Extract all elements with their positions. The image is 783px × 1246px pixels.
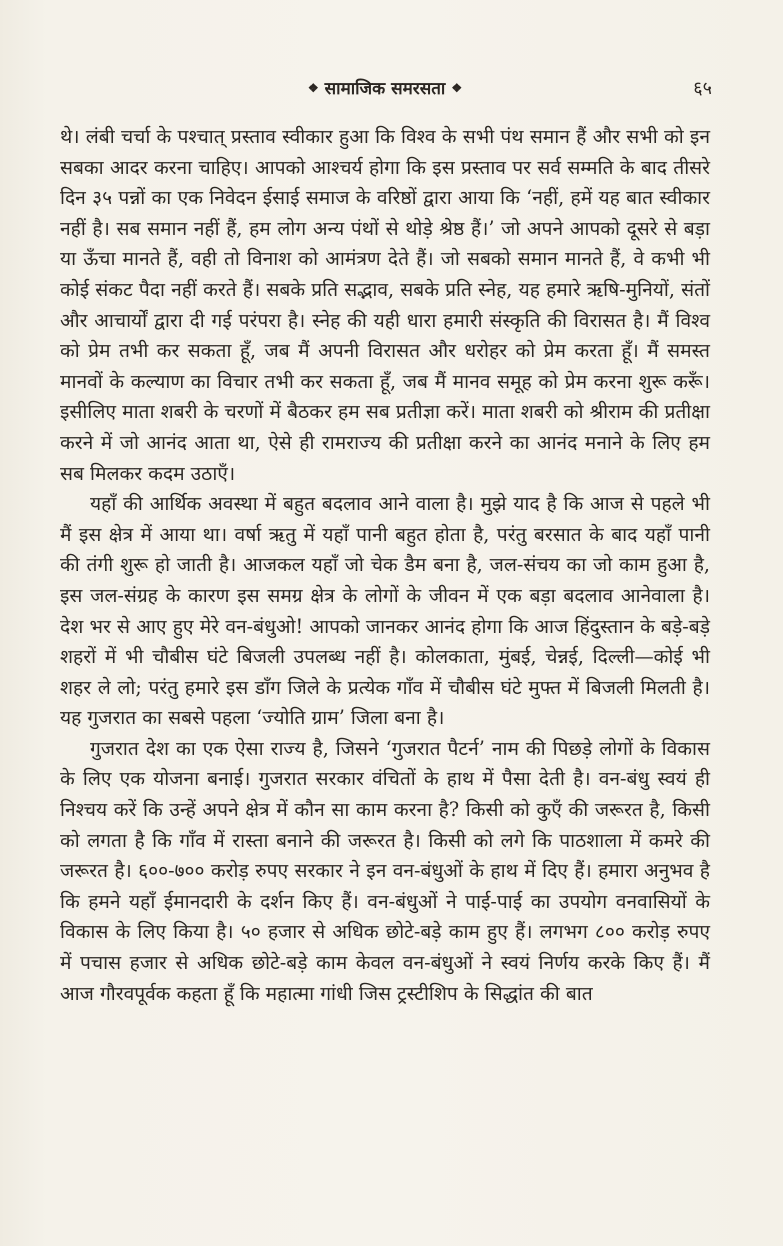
paragraph-3: गुजरात देश का एक ऐसा राज्य है, जिसने ‘गुजरात पैटर्न’ नाम की पिछड़े लोगों के विकास के लिए एक योजना बनाई। गुजरात सरकार वंचितों के हाथ में पैसा देती है। वन-बंधु स्वयं ही निश्चय करें कि उन्हें अपने क्षेत्र में कौन सा काम करना है? किसी को कुएँ की जरूरत है, किसी को लगता है कि गाँव में रास्ता बनाने की जरूरत है। किसी को लगे कि पाठशाला में कमरे की जरूरत है। ६००-७०० करोड़ रुपए सरकार ने इन वन-बंधुओं के हाथ में दिए हैं। हमारा अनुभव है कि हमने यहाँ ईमानदारी के दर्शन किए हैं। वन-बंधुओं ने पाई-पाई का उपयोग वनवासियों के विकास के लिए किया है। ५० हजार से अधिक छोटे-बड़े काम हुए हैं। लगभग ८०० करोड़ रुपए में पचास हजार से अधिक छोटे-बड़े काम केवल वन-बंधुओं ने स्वयं निर्णय करके किए हैं। मैं आज गौरवपूर्वक कहता हूँ कि महात्मा गांधी जिस ट्रस्टीशिप के सिद्धांत की बात [60, 736, 710, 1005]
paragraph-2: यहाँ की आर्थिक अवस्था में बहुत बदलाव आने वाला है। मुझे याद है कि आज से पहले भी मैं इस क्षेत्र में आया था। वर्षा ऋतु में यहाँ पानी बहुत होता है, परंतु बरसात के बाद यहाँ पानी की तंगी शुरू हो जाती है। आजकल यहाँ जो चेक डैम बना है, जल-संचय का जो काम हुआ है, इस जल-संग्रह के कारण इस समग्र क्षेत्र के लोगों के जीवन में एक बड़ा बदलाव आनेवाला है। देश भर से आए हुए मेरे वन-बंधुओ! आपको जानकर आनंद होगा कि आज हिंदुस्तान के बड़े-बड़े शहरों में भी चौबीस घंटे बिजली उपलब्ध नहीं है। कोलकाता, मुंबई, चेन्नई, दिल्ली—कोई भी शहर ले लो; परंतु हमारे इस डाँग जिले के प्रत्येक गाँव में चौबीस घंटे मुफ्त में बिजली मिलती है। यह गुजरात का सबसे पहला ‘ज्योति ग्राम’ जिला बना है। [60, 492, 710, 730]
running-header [60, 66, 710, 106]
chapter-title: सामाजिक समरसता [324, 79, 446, 99]
page-number: ६५ [693, 78, 712, 99]
paragraph-1: थे। लंबी चर्चा के पश्चात् प्रस्ताव स्वीकार हुआ कि विश्व के सभी पंथ समान हैं और सभी को इन सबका आदर करना चाहिए। आपको आश्चर्य होगा कि इस प्रस्ताव पर सर्व सम्मति के बाद तीसरे दिन ३५ पन्नों का एक निवेदन ईसाई समाज के वरिष्ठों द्वारा आया कि ‘नहीं, हमें यह बात स्वीकार नहीं है। सब समान नहीं हैं, हम लोग अन्य पंथों से थोड़े श्रेष्ठ हैं।’ जो अपने आपको दूसरे से बड़ा या ऊँचा मानते हैं, वही तो विनाश को आमंत्रण देते हैं। जो सबको समान मानते हैं, वे कभी भी कोई संकट पैदा नहीं करते हैं। सबके प्रति सद्भाव, सबके प्रति स्नेह, यह हमारे ऋषि-मुनियों, संतों और आचार्यों द्वारा दी गई परंपरा है। स्नेह की यही धारा हमारी संस्कृति की विरासत है। मैं विश्व को प्रेम तभी कर सकता हूँ, जब मैं अपनी विरासत और धरोहर को प्रेम करता हूँ। मैं समस्त मानवों के कल्याण का विचार तभी कर सकता हूँ, जब मैं मानव समूह को प्रेम करना शुरू करूँ। इसीलिए माता शबरी के चरणों में बैठकर हम सब प्रतीज्ञा करें। माता शबरी को श्रीराम की प्रतीक्षा करने में जो आनंद आता था, ऐसे ही रामराज्य की प्रतीक्षा करने का आनंद मनाने के लिए हम सब मिलकर कदम उठाएँ। [60, 125, 710, 485]
ornament-right-icon: ❖ [451, 81, 463, 95]
header-title-group [302, 66, 468, 99]
ornament-left-icon: ❖ [307, 81, 319, 95]
body-text [60, 122, 710, 1009]
